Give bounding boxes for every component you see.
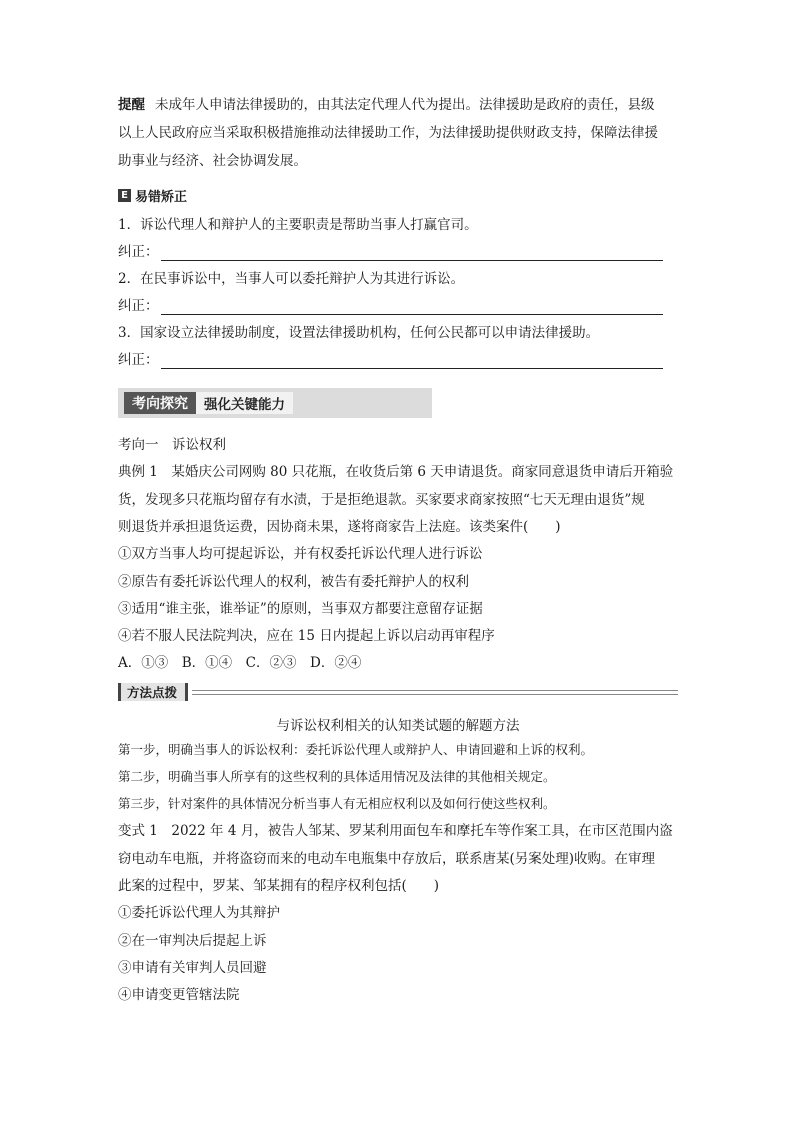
- topic-title: 考向一 诉讼权利: [118, 437, 226, 453]
- variant-option-2: ②在一审判决后提起上诉: [118, 933, 267, 949]
- fix-row-2: [118, 297, 678, 315]
- correction-item-2: 2．在民事诉讼中，当事人可以委托辩护人为其进行诉讼。: [118, 271, 465, 287]
- variant-line-3: 此案的过程中，罗某、邹某拥有的程序权利包括( ): [118, 878, 440, 894]
- fix-blank-3[interactable]: [161, 354, 663, 369]
- variant-line-1: 变式 1 2022 年 4 月，被告人邹某、罗某利用面包车和摩托车等作案工具，在市区范围内盗: [118, 823, 673, 839]
- reminder-line-1: 提醒 未成年人申请法律援助的，由其法定代理人代为提出。法律援助是政府的责任，县级: [118, 97, 655, 113]
- method-header: [118, 683, 678, 701]
- method-step-2: 第二步，明确当事人所享有的这些权利的具体适用情况及法律的其他相关规定。: [118, 769, 556, 784]
- example-choices: A．①③ B．①④ C．②③ D．②④: [118, 655, 362, 671]
- fix-blank-1[interactable]: [161, 246, 663, 261]
- variant-option-4: ④申请变更管辖法院: [118, 987, 240, 1003]
- section-e-icon: E: [118, 189, 131, 202]
- banner-dark-label: 考向探究: [124, 392, 196, 414]
- fix-label: 纠正：: [118, 244, 159, 260]
- correction-section-header: [118, 186, 187, 205]
- fix-row-1: [118, 243, 678, 261]
- reminder-label: 提醒: [118, 97, 145, 113]
- method-rule: [192, 690, 678, 695]
- example-line-3: 则退货并承担退货运费，因协商未果，遂将商家告上法庭。该类案件( ): [118, 519, 561, 535]
- method-step-1: 第一步，明确当事人的诉讼权利：委托诉讼代理人或辩护人、申请回避和上诉的权利。: [118, 742, 594, 757]
- correction-item-3: 3．国家设立法律援助制度，设置法律援助机构，任何公民都可以申请法律援助。: [118, 325, 600, 341]
- example-option-2: ②原告有委托诉讼代理人的权利，被告有委托辩护人的权利: [118, 574, 469, 590]
- correction-item-1: 1．诉讼代理人和辩护人的主要职责是帮助当事人打赢官司。: [118, 217, 478, 233]
- correction-section-title: 易错矫正: [135, 190, 188, 205]
- reminder-line-3: 助事业与经济、社会协调发展。: [118, 153, 307, 169]
- fix-blank-2[interactable]: [161, 300, 663, 315]
- method-title: 与诉讼权利相关的认知类试题的解题方法: [276, 718, 520, 734]
- variant-line-2: 窃电动车电瓶，并将盗窃而来的电动车电瓶集中存放后，联系唐某(另案处理)收购。在审理: [118, 851, 656, 867]
- banner-light-label: 强化关键能力: [196, 392, 293, 414]
- reminder-line-2: 以上人民政府应当采取积极措施推动法律援助工作，为法律援助提供财政支持，保障法律援: [118, 125, 658, 141]
- fix-label: 纠正：: [118, 352, 159, 368]
- variant-option-1: ①委托诉讼代理人为其辩护: [118, 905, 280, 921]
- method-label: 方法点拨: [118, 683, 188, 701]
- example-option-3: ③适用“谁主张，谁举证”的原则，当事双方都要注意留存证据: [118, 601, 483, 617]
- fix-row-3: [118, 351, 678, 369]
- example-option-1: ①双方当事人均可提起诉讼，并有权委托诉讼代理人进行诉讼: [118, 546, 483, 562]
- method-step-3: 第三步，针对案件的具体情况分析当事人有无相应权利以及如何行使这些权利。: [118, 796, 556, 811]
- fix-label: 纠正：: [118, 298, 159, 314]
- example-line-1: 典例 1 某婚庆公司网购 80 只花瓶，在收货后第 6 天申请退货。商家同意退货申请后开箱验: [118, 464, 674, 480]
- section-banner: [118, 388, 432, 418]
- example-line-2: 货，发现多只花瓶均留存有水渍，于是拒绝退款。买家要求商家按照“七天无理由退货”规: [118, 492, 645, 508]
- variant-option-3: ③申请有关审判人员回避: [118, 960, 267, 976]
- example-option-4: ④若不服人民法院判决，应在 15 日内提起上诉以启动再审程序: [118, 628, 495, 644]
